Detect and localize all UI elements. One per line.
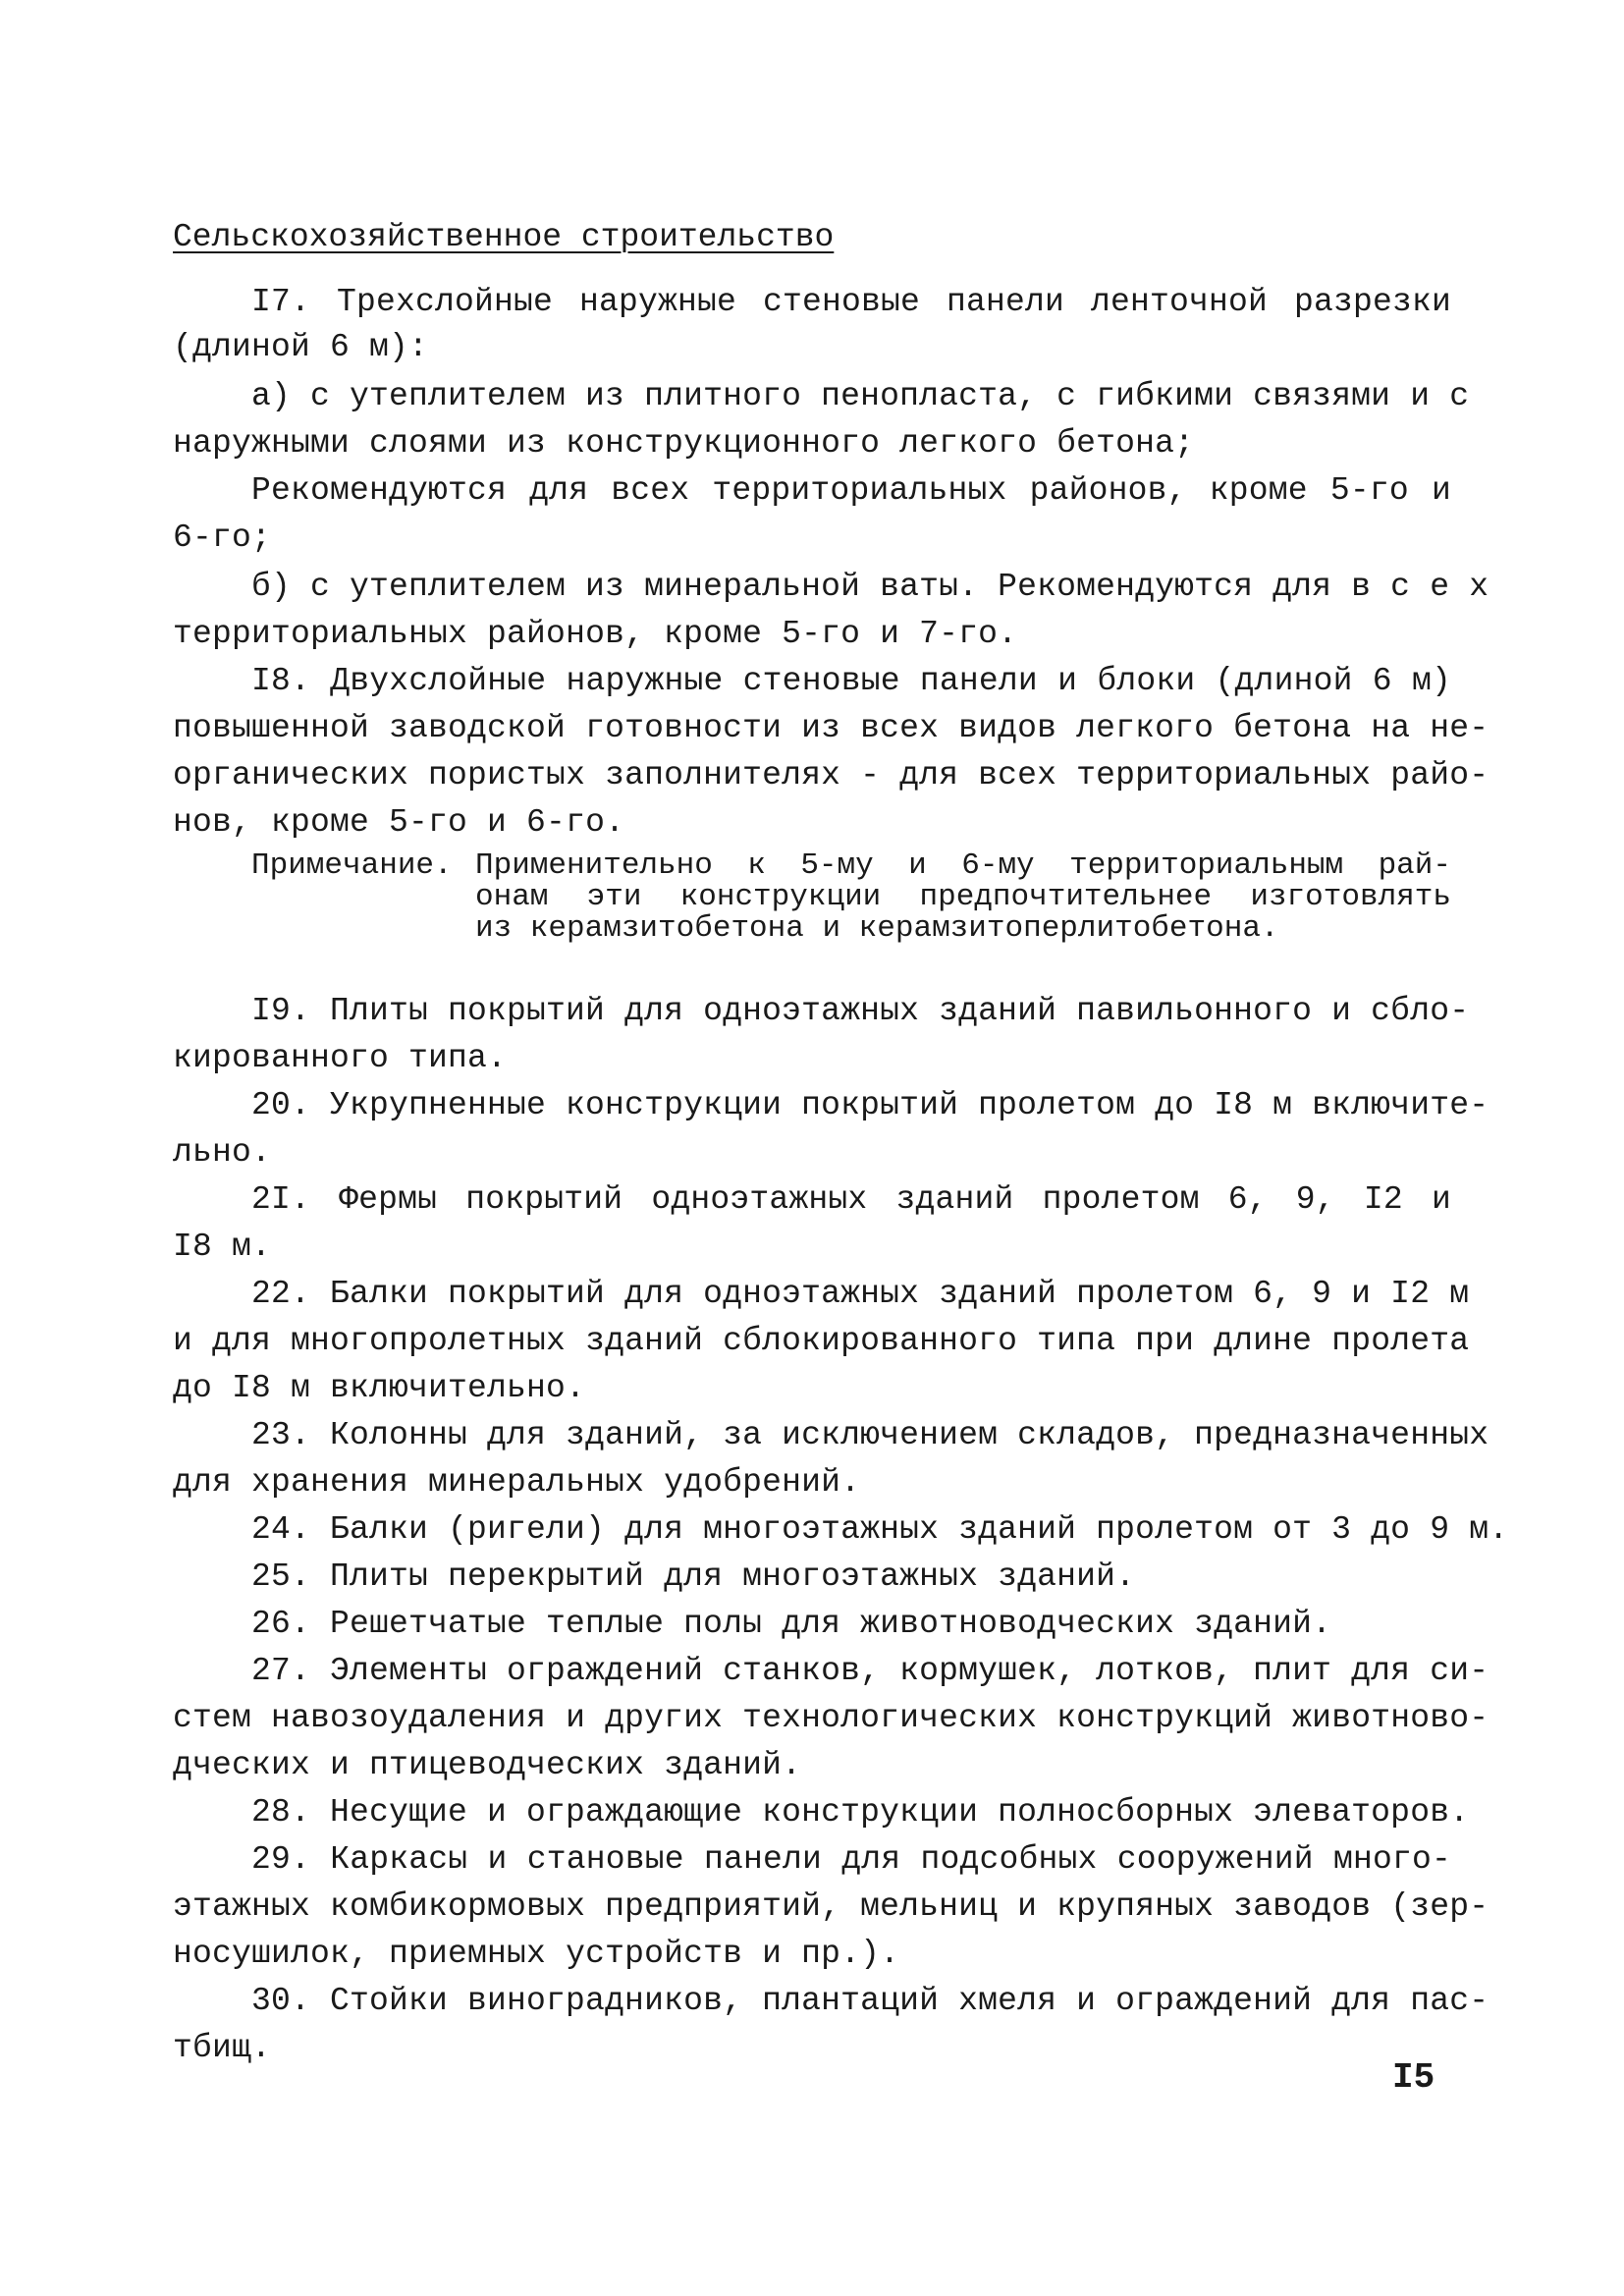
paragraph-line: 23. Колонны для зданий, за исключением складов, предназначенных	[251, 1417, 1489, 1453]
paragraph-line: I8. Двухслойные наружные стеновые панели и блоки (длиной 6 м)	[251, 663, 1451, 699]
paragraph-line: для хранения минеральных удобрений.	[173, 1464, 861, 1501]
paragraph-line: Рекомендуются для всех территориальных районов, кроме 5-го и	[251, 472, 1451, 509]
paragraph-line: носушилок, приемных устройств и пр.).	[173, 1936, 900, 1972]
paragraph-line: 20. Укрупненные конструкции покрытий пролетом до I8 м включите-	[251, 1087, 1489, 1123]
paragraph-line: органических пористых заполнителях - для всех территориальных райо-	[173, 757, 1489, 793]
paragraph-line: льно.	[173, 1134, 272, 1171]
note-line: онам эти конструкции предпочтительнее изготовлять	[475, 880, 1451, 914]
paragraph-line: 22. Балки покрытий для одноэтажных зданий пролетом 6, 9 и I2 м	[251, 1276, 1470, 1312]
paragraph-line: 2I. Фермы покрытий одноэтажных зданий пролетом 6, 9, I2 и	[251, 1181, 1451, 1218]
paragraph-line: 29. Каркасы и становые панели для подсобных сооружений много-	[251, 1841, 1451, 1878]
paragraph-line: тбищ.	[173, 2030, 272, 2066]
paragraph-line: 26. Решетчатые теплые полы для животноводческих зданий.	[251, 1606, 1332, 1642]
paragraph-line: I9. Плиты покрытий для одноэтажных зданий павильонного и сбло-	[251, 993, 1470, 1029]
paragraph-line: повышенной заводской готовности из всех видов легкого бетона на не-	[173, 710, 1489, 746]
section-heading: Сельскохозяйственное строительство	[173, 219, 835, 255]
paragraph-line: этажных комбикормовых предприятий, мельниц и крупяных заводов (зер-	[173, 1888, 1489, 1925]
paragraph-line: кированного типа.	[173, 1040, 508, 1076]
paragraph-line: стем навозоудаления и других технологических конструкций животново-	[173, 1700, 1489, 1736]
note-line: Применительно к 5-му и 6-му территориальным рай-	[475, 848, 1451, 883]
note-label: Примечание.	[251, 848, 453, 883]
page-number: I5	[1392, 2057, 1435, 2098]
paragraph-line: 6-го;	[173, 519, 272, 556]
paragraph-line: дческих и птицеводческих зданий.	[173, 1747, 802, 1783]
paragraph-line: 24. Балки (ригели) для многоэтажных зданий пролетом от 3 до 9 м.	[251, 1511, 1509, 1548]
paragraph-line: I8 м.	[173, 1229, 272, 1265]
paragraph-line: б) с утеплителем из минеральной ваты. Рекомендуются для в с е х	[251, 569, 1489, 605]
paragraph-line: территориальных районов, кроме 5-го и 7-го.	[173, 616, 1018, 652]
paragraph-line: I7. Трехслойные наружные стеновые панели ленточной разрезки	[251, 284, 1451, 320]
paragraph-line: наружными слоями из конструкционного легкого бетона;	[173, 425, 1195, 462]
note-line: из керамзитобетона и керамзитоперлитобетона.	[475, 911, 1279, 946]
paragraph-line: а) с утеплителем из плитного пенопласта, с гибкими связями и с	[251, 378, 1470, 414]
paragraph-line: нов, кроме 5-го и 6-го.	[173, 804, 625, 841]
paragraph-line: и для многопролетных зданий сблокированного типа при длине пролета	[173, 1323, 1470, 1359]
paragraph-line: до I8 м включительно.	[173, 1370, 586, 1406]
paragraph-line: 30. Стойки виноградников, плантаций хмеля и ограждений для пас-	[251, 1983, 1489, 2019]
paragraph-line: 28. Несущие и ограждающие конструкции полносборных элеваторов.	[251, 1794, 1470, 1831]
paragraph-line: (длиной 6 м):	[173, 329, 429, 365]
paragraph-line: 27. Элементы ограждений станков, кормушек, лотков, плит для си-	[251, 1653, 1489, 1689]
paragraph-line: 25. Плиты перекрытий для многоэтажных зданий.	[251, 1558, 1136, 1595]
